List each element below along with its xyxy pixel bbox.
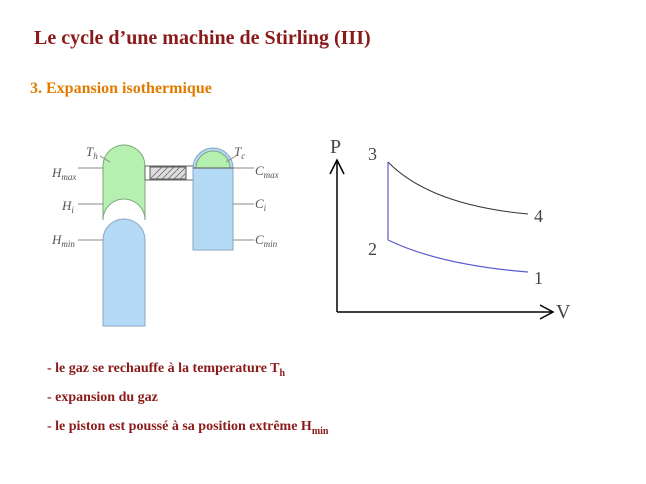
p-axis-label: P (330, 136, 342, 158)
h-max-label: $H_{max}$ (52, 165, 77, 182)
h-min-label: $H_{min}$ (52, 232, 75, 249)
slide-title: Le cycle d’une machine de Stirling (III) (34, 27, 371, 49)
bullet-list (47, 360, 329, 447)
bullet-item: - le gaz se rechauffe à la temperature $T_h$ (47, 361, 286, 379)
slide-subtitle: 3. Expansion isothermique (30, 80, 212, 97)
c-i-label: $C_i$ (255, 196, 267, 213)
hot-gas (103, 145, 145, 220)
h-i-label: $H_i$ (62, 198, 74, 215)
c-max-label: $C_{max}$ (255, 163, 279, 180)
point-1-label: 1 (534, 268, 543, 288)
c-min-label: $C_{min}$ (255, 232, 278, 249)
isotherm-cold (388, 240, 528, 272)
point-2-label: 2 (368, 239, 377, 259)
engine-diagram (51, 144, 279, 326)
isotherm-hot (388, 162, 528, 214)
v-axis-label: V (556, 301, 571, 323)
bullet-item: - expansion du gaz (47, 390, 158, 405)
point-3-label: 3 (368, 144, 377, 164)
hot-piston (103, 219, 145, 326)
hot-temperature-label: $T_h$ (86, 144, 98, 161)
cold-temperature-label: $T_c$ (234, 144, 246, 161)
pv-diagram (330, 136, 571, 323)
point-4-label: 4 (534, 206, 543, 226)
bullet-item: - le piston est poussé à sa position extrême $H_{min}$ (47, 419, 329, 437)
